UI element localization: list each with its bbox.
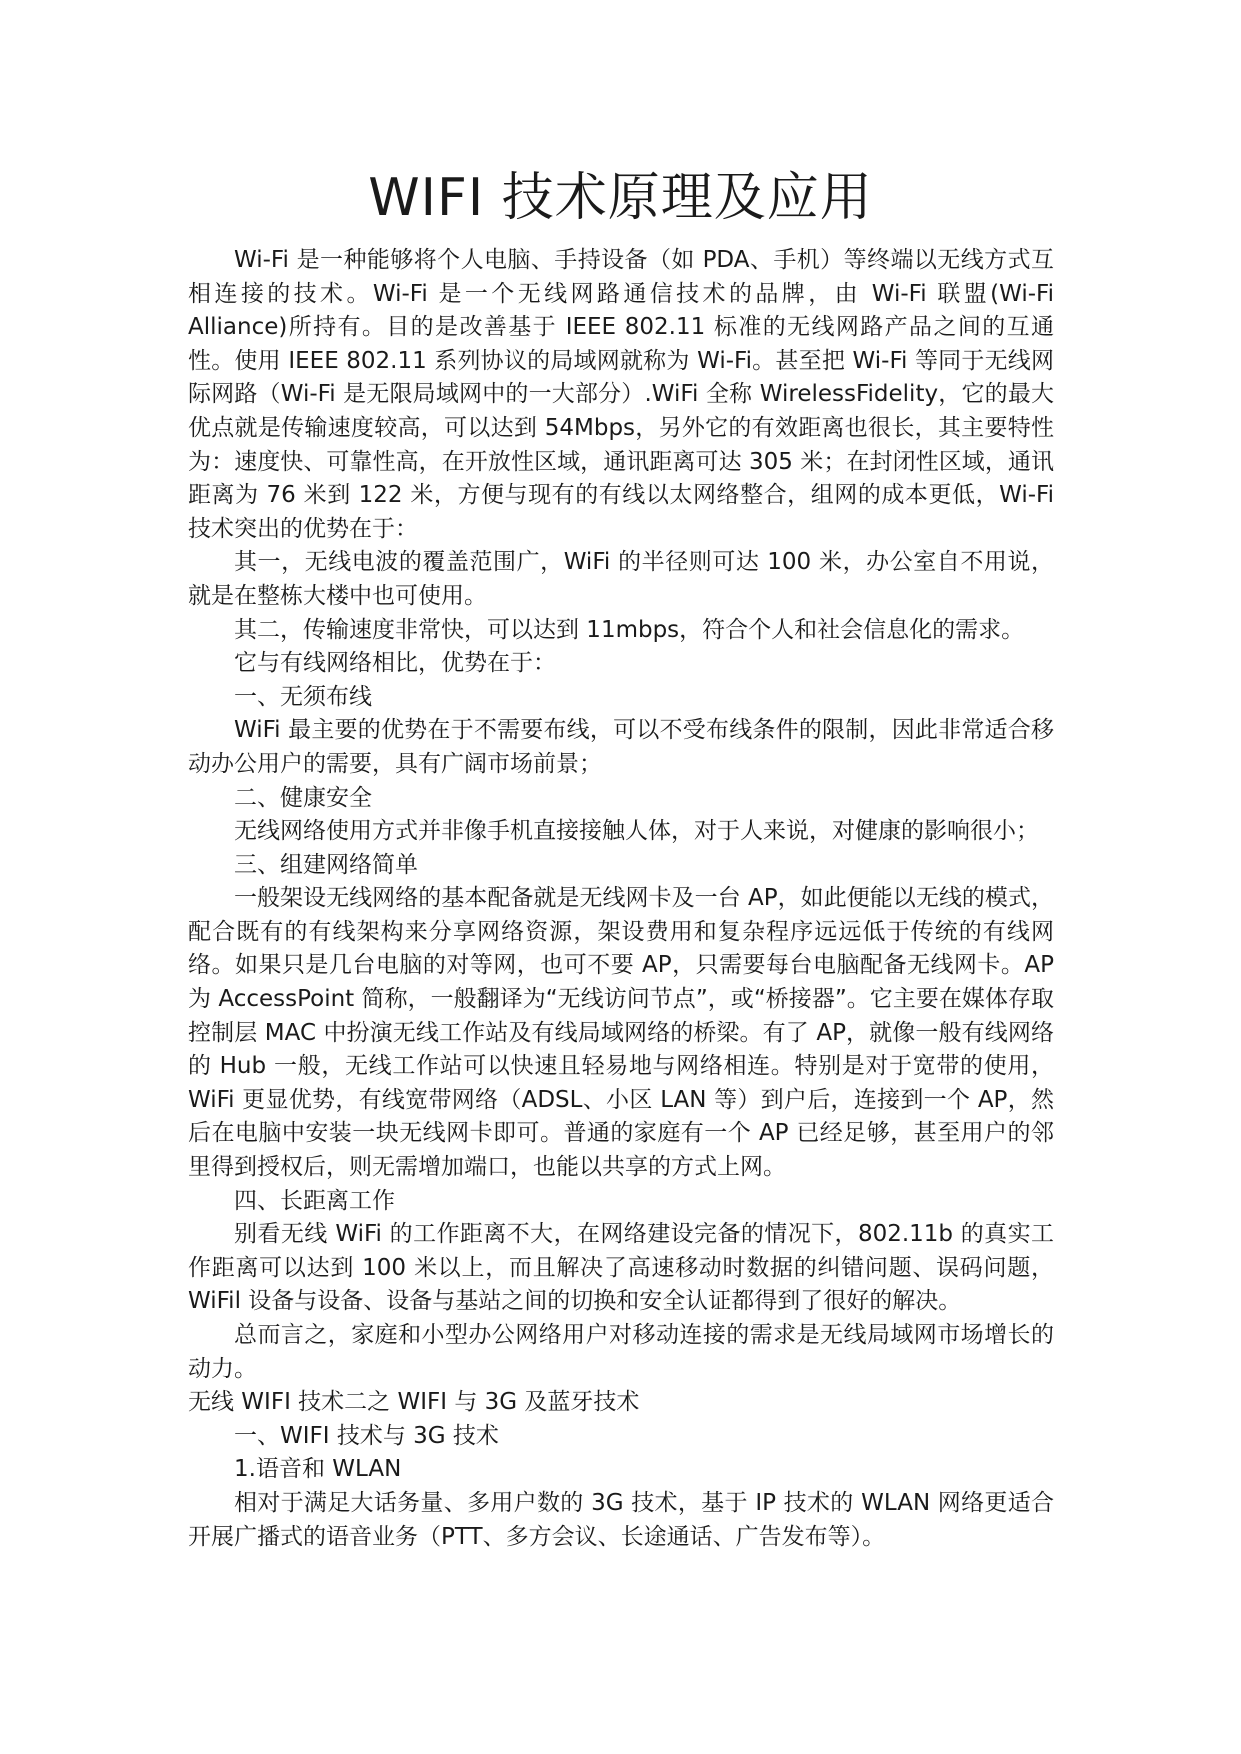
paragraph: Wi-Fi 是一种能够将个人电脑、手持设备（如 PDA、手机）等终端以无线方式互相连接的技术。Wi-Fi 是一个无线网路通信技术的品牌，由 Wi-Fi 联盟(Wi-Fi Alliance)所持有。目的是改善基于 IEEE 802.11 标准的无线网路产品之间的互通性。使用 IEEE 802.11 系列协议的局域网就称为 Wi-Fi。甚至把 Wi-Fi 等同于无线网际网路（Wi-Fi 是无限局域网中的一大部分）.WiFi 全称 WirelessFidelity，它的最大优点就是传输速度较高，可以达到 54Mbps，另外它的有效距离也很长，其主要特性为：速度快、可靠性高，在开放性区域，通讯距离可达 305 米；在封闭性区域，通讯距离为 76 米到 122 米，方便与现有的有线以太网络整合，组网的成本更低，Wi-Fi 技术突出的优势在于： [188, 247, 1054, 542]
paragraph: 别看无线 WiFi 的工作距离不大，在网络建设完备的情况下，802.11b 的真实工作距离可以达到 100 米以上，而且解决了高速移动时数据的纠错问题、误码问题，WiFil 设备与设备、设备与基站之间的切换和安全认证都得到了很好的解决。 [188, 1221, 1054, 1315]
paragraph: WiFi 最主要的优势在于不需要布线，可以不受布线条件的限制，因此非常适合移动办公用户的需要，具有广阔市场前景； [188, 717, 1054, 777]
paragraph: 其二，传输速度非常快，可以达到 11mbps，符合个人和社会信息化的需求。 [234, 616, 1025, 643]
paragraph: 无线网络使用方式并非像手机直接接触人体，对于人来说，对健康的影响很小； [234, 818, 1039, 845]
chapter-heading: 无线 WIFI 技术二之 WIFI 与 3G 及蓝牙技术 [188, 1389, 640, 1416]
section-heading: 三、组建网络简单 [234, 851, 418, 878]
paragraph: 其一，无线电波的覆盖范围广，WiFi 的半径则可达 100 米，办公室自不用说，就是在整栋大楼中也可使用。 [188, 549, 1054, 609]
document-body [188, 244, 1054, 1554]
section-heading: 二、健康安全 [234, 784, 372, 811]
paragraph: 一般架设无线网络的基本配备就是无线网卡及一台 AP，如此便能以无线的模式，配合既有的有线架构来分享网络资源，架设费用和复杂程序远远低于传统的有线网络。如果只是几台电脑的对等网，也可不要 AP，只需要每台电脑配备无线网卡。AP 为 AccessPoint 简称，一般翻译为“无线访问节点”，或“桥接器”。它主要在媒体存取控制层 MAC 中扮演无线工作站及有线局域网络的桥梁。有了 AP，就像一般有线网络的 Hub 一般，无线工作站可以快速且轻易地与网络相连。特别是对于宽带的使用，WiFi 更显优势，有线宽带网络（ADSL、小区 LAN 等）到户后，连接到一个 AP，然后在电脑中安装一块无线网卡即可。普通的家庭有一个 AP 已经足够，甚至用户的邻里得到授权后，则无需增加端口，也能以共享的方式上网。 [188, 885, 1054, 1181]
section-heading: 一、WIFI 技术与 3G 技术 [234, 1422, 499, 1449]
section-heading: 一、无须布线 [234, 683, 372, 710]
subsection-heading: 1.语音和 WLAN [234, 1456, 402, 1483]
document-title: WIFI 技术原理及应用 [368, 168, 873, 228]
section-heading: 四、长距离工作 [234, 1187, 395, 1214]
paragraph: 它与有线网络相比，优势在于： [234, 650, 556, 677]
paragraph: 总而言之，家庭和小型办公网络用户对移动连接的需求是无线局域网市场增长的动力。 [188, 1322, 1054, 1382]
paragraph: 相对于满足大话务量、多用户数的 3G 技术，基于 IP 技术的 WLAN 网络更适合开展广播式的语音业务（PTT、多方会议、长途通话、广告发布等）。 [188, 1489, 1054, 1550]
